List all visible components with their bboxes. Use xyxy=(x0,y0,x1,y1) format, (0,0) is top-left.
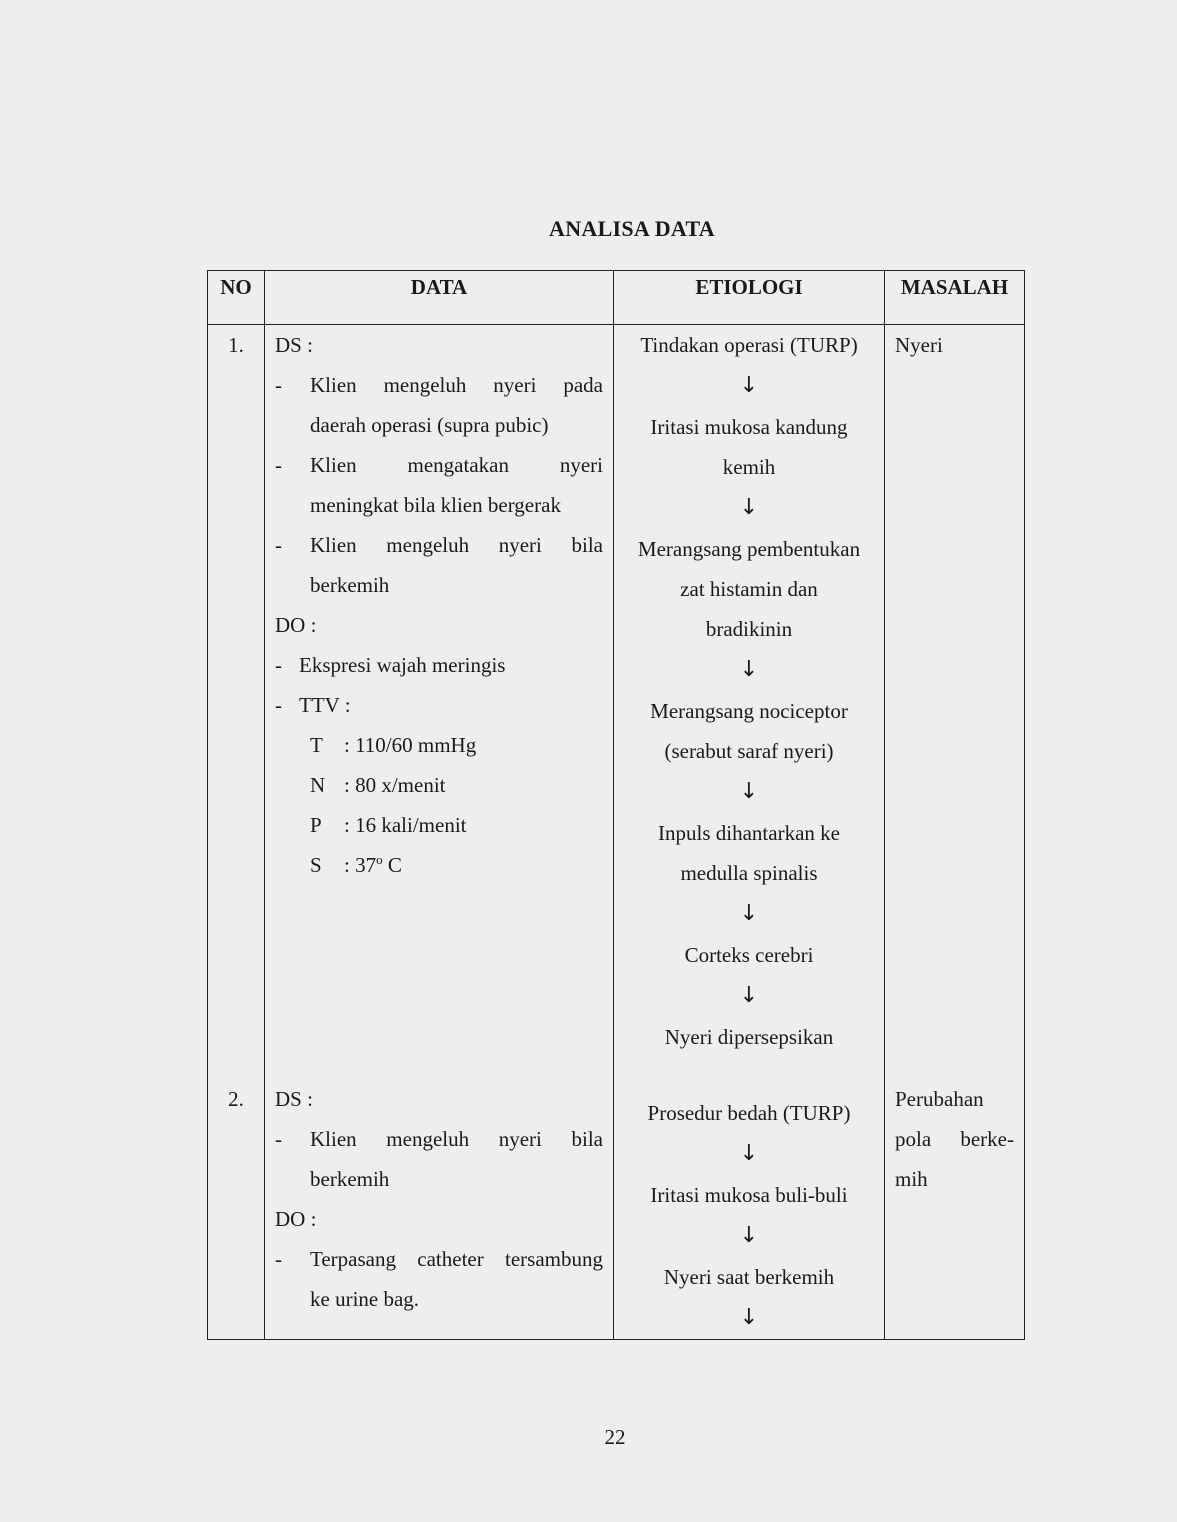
dash: - xyxy=(275,693,282,717)
ds-item-line: daerah operasi (supra pubic) xyxy=(310,413,549,437)
etiologi-step: medulla spinalis xyxy=(680,861,818,885)
down-arrow-icon: ↓ xyxy=(739,1223,759,1248)
do-item-text: TTV : xyxy=(299,693,351,717)
etiologi-step: Corteks cerebri xyxy=(684,943,814,967)
do-label: DO : xyxy=(275,1207,317,1231)
etiologi-step: Inpuls dihantarkan ke xyxy=(658,821,840,845)
vital-sign xyxy=(275,805,603,845)
etiologi-cell xyxy=(614,1079,885,1340)
dash: - xyxy=(275,533,282,557)
do-item-line: ke urine bag. xyxy=(310,1287,420,1311)
do-item xyxy=(275,685,603,725)
down-arrow-icon: ↓ xyxy=(739,495,759,520)
etiologi-step: bradikinin xyxy=(705,617,793,641)
vital-value: : 16 kali/menit xyxy=(344,813,467,837)
down-arrow-icon: ↓ xyxy=(739,657,759,682)
dash: - xyxy=(275,453,282,477)
ds-item-line: berkemih xyxy=(310,573,390,597)
etiologi-step: Tindakan operasi (TURP) xyxy=(640,333,858,357)
vital-value: : 37$^o$ C xyxy=(344,852,402,877)
etiologi-step: (serabut saraf nyeri) xyxy=(664,739,834,763)
do-item-line: Terpasang catheter tersambung xyxy=(310,1247,603,1271)
masalah-text: mih xyxy=(895,1167,928,1191)
analysis-table xyxy=(207,270,1025,1340)
masalah-text: Nyeri xyxy=(895,333,943,357)
ds-item xyxy=(275,365,603,445)
data-cell xyxy=(265,1079,614,1340)
etiologi-step: zat histamin dan xyxy=(680,577,818,601)
vital-sign xyxy=(275,725,603,765)
ds-item-line: Klien mengeluh nyeri pada xyxy=(310,373,603,397)
data-cell xyxy=(265,325,614,1080)
table-row xyxy=(208,325,1025,1080)
vital-key: T xyxy=(310,733,323,757)
down-arrow-icon: ↓ xyxy=(739,373,759,398)
do-item xyxy=(275,645,603,685)
dash: - xyxy=(275,1247,282,1271)
dash: - xyxy=(275,373,282,397)
ds-item-line: Klien mengeluh nyeri bila xyxy=(310,1127,603,1151)
down-arrow-icon: ↓ xyxy=(739,983,759,1008)
etiologi-step: kemih xyxy=(722,455,776,479)
vital-sign xyxy=(275,845,603,885)
dash: - xyxy=(275,1127,282,1151)
etiologi-step: Iritasi mukosa kandung xyxy=(650,415,848,439)
etiologi-step: Prosedur bedah (TURP) xyxy=(647,1101,851,1125)
table-row xyxy=(208,1079,1025,1340)
etiologi-step: Nyeri saat berkemih xyxy=(663,1265,835,1289)
etiologi-step: Merangsang nociceptor xyxy=(650,699,848,723)
etiologi-step: Nyeri dipersepsikan xyxy=(664,1025,834,1049)
row-number: 1. xyxy=(208,325,265,1080)
header-no: NO xyxy=(208,271,265,325)
dash: - xyxy=(275,653,282,677)
ds-item-line: berkemih xyxy=(310,1167,390,1191)
ds-item xyxy=(275,1119,603,1199)
etiologi-step: Merangsang pembentukan xyxy=(637,537,861,561)
masalah-text: Perubahan xyxy=(895,1087,984,1111)
degree-sup: o xyxy=(376,852,383,867)
row-number: 2. xyxy=(208,1079,265,1340)
vital-sign xyxy=(275,765,603,805)
vital-value: : 110/60 mmHg xyxy=(344,733,477,757)
header-etiologi: ETIOLOGI xyxy=(614,271,885,325)
table-header-row xyxy=(208,271,1025,325)
masalah-text: pola berke- xyxy=(895,1127,1014,1151)
ds-item-line: Klien mengeluh nyeri bila xyxy=(310,533,603,557)
ds-item xyxy=(275,525,603,605)
vital-key: S xyxy=(310,853,322,877)
etiologi-cell xyxy=(614,325,885,1080)
etiologi-step: Iritasi mukosa buli-buli xyxy=(650,1183,848,1207)
ds-label: DS : xyxy=(275,333,313,357)
do-item xyxy=(275,1239,603,1319)
vital-key: P xyxy=(310,813,322,837)
masalah-cell xyxy=(885,325,1025,1080)
down-arrow-icon: ↓ xyxy=(739,901,759,926)
down-arrow-icon: ↓ xyxy=(739,1141,759,1166)
vital-value: : 80 x/menit xyxy=(344,773,446,797)
do-item-text: Ekspresi wajah meringis xyxy=(299,653,506,677)
page-title: ANALISA DATA xyxy=(549,216,715,241)
ds-item xyxy=(275,445,603,525)
header-data: DATA xyxy=(265,271,614,325)
down-arrow-icon: ↓ xyxy=(739,779,759,804)
ds-label: DS : xyxy=(275,1087,313,1111)
vital-key: N xyxy=(310,773,326,797)
ds-item-line: meningkat bila klien bergerak xyxy=(310,493,561,517)
do-label: DO : xyxy=(275,613,317,637)
ds-item-line: Klien mengatakan nyeri xyxy=(310,453,603,477)
masalah-cell xyxy=(885,1079,1025,1340)
down-arrow-icon: ↓ xyxy=(739,1305,759,1330)
page-number: 22 xyxy=(604,1425,626,1449)
header-masalah: MASALAH xyxy=(885,271,1025,325)
